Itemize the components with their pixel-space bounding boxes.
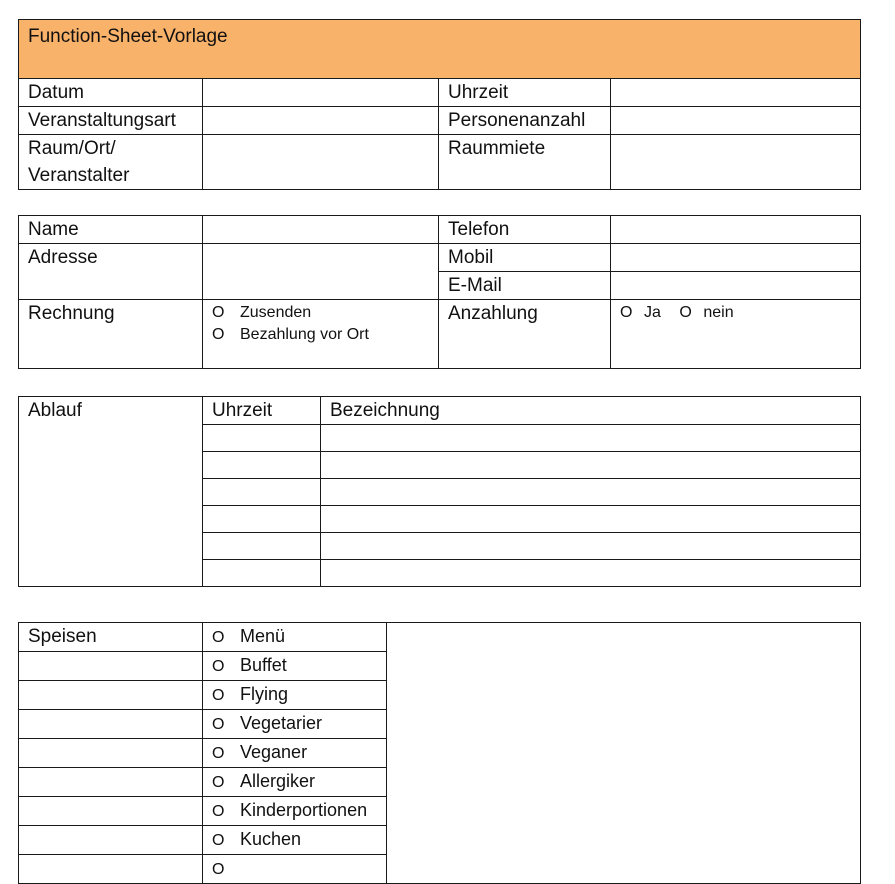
raum-label-line1: Raum/Ort/: [28, 138, 116, 159]
ablauf-col-bezeichnung: Bezeichnung: [321, 397, 861, 425]
option-label: Kuchen: [240, 829, 302, 849]
radio-marker: O: [212, 774, 225, 791]
speisen-option-veganer[interactable]: [203, 739, 387, 768]
option-label: nein: [703, 304, 734, 321]
veranstaltungsart-field[interactable]: [203, 107, 439, 135]
option-label: Vegetarier: [240, 713, 323, 733]
adresse-field[interactable]: [203, 244, 439, 300]
speisen-option-menue[interactable]: [203, 623, 387, 652]
speisen-left-cell[interactable]: [19, 826, 203, 855]
speisen-left-cell[interactable]: [19, 681, 203, 710]
speisen-option-kinderportionen[interactable]: [203, 797, 387, 826]
ablauf-time-cell[interactable]: [203, 506, 321, 533]
rechnung-options: [203, 300, 439, 369]
ablauf-table: [18, 396, 861, 587]
speisen-left-cell[interactable]: [19, 652, 203, 681]
option-label: Flying: [240, 684, 289, 704]
speisen-label: Speisen: [19, 623, 203, 652]
option-label: Allergiker: [240, 771, 316, 791]
ablauf-desc-cell[interactable]: [321, 506, 861, 533]
ablauf-desc-cell[interactable]: [321, 452, 861, 479]
option-label: Bezahlung vor Ort: [240, 326, 369, 343]
speisen-option-flying[interactable]: [203, 681, 387, 710]
speisen-left-cell[interactable]: [19, 855, 203, 884]
adresse-label: Adresse: [19, 244, 203, 300]
ablauf-time-cell[interactable]: [203, 425, 321, 452]
ablauf-desc-cell[interactable]: [321, 533, 861, 560]
radio-marker: O: [212, 716, 225, 733]
radio-marker: O: [212, 658, 225, 675]
raum-label: [19, 135, 203, 190]
ablauf-time-cell[interactable]: [203, 479, 321, 506]
datum-field[interactable]: [203, 79, 439, 107]
anzahlung-option-nein[interactable]: [679, 304, 747, 321]
speisen-option-blank[interactable]: [203, 855, 387, 884]
telefon-field[interactable]: [611, 216, 861, 244]
radio-marker: O: [212, 745, 225, 762]
speisen-notes-area[interactable]: [387, 623, 861, 884]
page-title: Function-Sheet-Vorlage: [19, 20, 861, 79]
speisen-option-kuchen[interactable]: [203, 826, 387, 855]
ablauf-col-uhrzeit: Uhrzeit: [203, 397, 321, 425]
raummiete-field[interactable]: [611, 135, 861, 190]
speisen-left-cell[interactable]: [19, 710, 203, 739]
ablauf-time-cell[interactable]: [203, 560, 321, 587]
contact-table: [18, 215, 861, 369]
uhrzeit-field[interactable]: [611, 79, 861, 107]
ablauf-time-cell[interactable]: [203, 533, 321, 560]
uhrzeit-label: Uhrzeit: [439, 79, 611, 107]
raum-field[interactable]: [203, 135, 439, 190]
rechnung-option-vor-ort[interactable]: [212, 324, 438, 346]
personenanzahl-field[interactable]: [611, 107, 861, 135]
personenanzahl-label: Personenanzahl: [439, 107, 611, 135]
ablauf-desc-cell[interactable]: [321, 479, 861, 506]
veranstaltungsart-label: Veranstaltungsart: [19, 107, 203, 135]
speisen-left-cell[interactable]: [19, 768, 203, 797]
radio-marker: O: [212, 861, 225, 878]
raum-label-line2: Veranstalter: [28, 165, 130, 186]
radio-marker: O: [212, 629, 225, 646]
ablauf-desc-cell[interactable]: [321, 425, 861, 452]
option-label: Veganer: [240, 742, 308, 762]
email-field[interactable]: [611, 272, 861, 300]
rechnung-option-zusenden[interactable]: [212, 302, 438, 324]
anzahlung-label: Anzahlung: [439, 300, 611, 369]
speisen-left-cell[interactable]: [19, 739, 203, 768]
radio-marker: O: [679, 304, 692, 321]
anzahlung-option-ja[interactable]: [620, 304, 675, 321]
name-label: Name: [19, 216, 203, 244]
option-label: Kinderportionen: [240, 800, 368, 820]
option-label: Zusenden: [240, 304, 312, 321]
anzahlung-options: [611, 300, 861, 369]
email-label: E-Mail: [439, 272, 611, 300]
mobil-label: Mobil: [439, 244, 611, 272]
option-label: Buffet: [240, 655, 287, 675]
radio-marker: O: [212, 803, 225, 820]
telefon-label: Telefon: [439, 216, 611, 244]
ablauf-label: Ablauf: [19, 397, 203, 587]
event-info-table: [18, 19, 861, 190]
speisen-option-allergiker[interactable]: [203, 768, 387, 797]
radio-marker: O: [212, 832, 225, 849]
name-field[interactable]: [203, 216, 439, 244]
ablauf-desc-cell[interactable]: [321, 560, 861, 587]
speisen-left-cell[interactable]: [19, 797, 203, 826]
radio-marker: O: [212, 326, 225, 343]
radio-marker: O: [620, 304, 633, 321]
radio-marker: O: [212, 304, 225, 321]
option-label: Ja: [644, 304, 661, 321]
mobil-field[interactable]: [611, 244, 861, 272]
speisen-table: [18, 622, 861, 884]
option-label: Menü: [240, 626, 286, 646]
speisen-option-vegetarier[interactable]: [203, 710, 387, 739]
ablauf-time-cell[interactable]: [203, 452, 321, 479]
datum-label: Datum: [19, 79, 203, 107]
rechnung-label: Rechnung: [19, 300, 203, 369]
raummiete-label: Raummiete: [439, 135, 611, 190]
speisen-option-buffet[interactable]: [203, 652, 387, 681]
radio-marker: O: [212, 687, 225, 704]
